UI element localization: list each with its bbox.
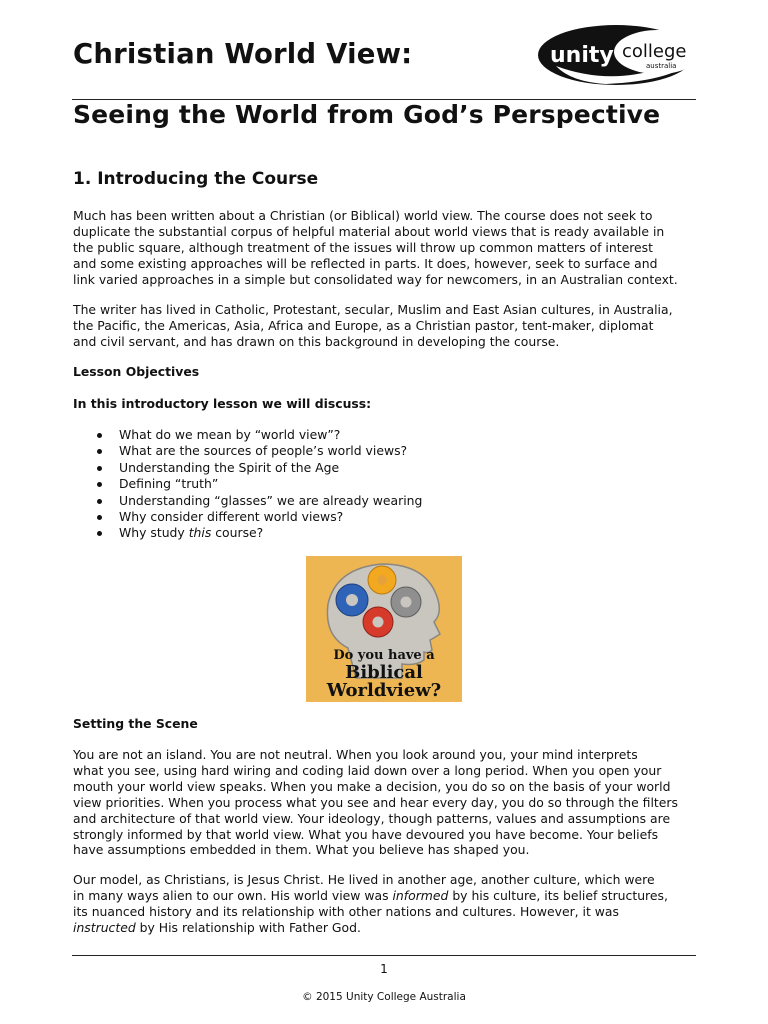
- lesson-objectives-label: Lesson Objectives: [73, 364, 200, 379]
- logo-word-australia: australia: [646, 62, 677, 70]
- list-item: [73, 460, 422, 476]
- list-item-text: What are the sources of people’s world views?: [119, 443, 408, 459]
- intro-paragraph: [73, 208, 713, 288]
- bullet-icon: [97, 482, 102, 487]
- paragraph-line: strongly informed by that world view. What you have devoured you have become. Your beliefs: [73, 826, 659, 842]
- bullet-icon: [97, 499, 102, 504]
- footer-divider: [72, 955, 696, 956]
- gear-orange-icon: [368, 566, 396, 594]
- list-item-text: What do we mean by “world view”?: [119, 427, 341, 442]
- list-item-text-end: course?: [211, 525, 264, 541]
- gear-blue-icon: [336, 584, 368, 616]
- paragraph-line: and some existing approaches will be reflected in parts. It does, however, seek to surface and: [73, 255, 658, 271]
- unity-college-logo: [536, 22, 702, 88]
- paragraph-line: its nuanced history and its relationship with other nations and cultures. However, it was: [73, 903, 619, 919]
- gear-red-icon: [363, 607, 393, 637]
- line-text: by His relationship with Father God.: [135, 919, 361, 935]
- list-item-text: Defining “truth”: [119, 476, 219, 492]
- paragraph-line: Our model, as Christians, is Jesus Christ. He lived in another age, another culture, which were: [73, 872, 655, 887]
- line-emphasis: informed: [392, 887, 449, 903]
- paragraph-line: Much has been written about a Christian (or Biblical) world view. The course does not seek to: [73, 208, 653, 223]
- line-text: in many ways alien to our own. His world view was: [73, 887, 393, 903]
- lesson-intro-label: In this introductory lesson we will discuss:: [73, 396, 372, 411]
- image-text-line1: Do you have a: [333, 648, 435, 663]
- paragraph-line: the public square, although treatment of the issues will throw up common matters of interest: [73, 239, 653, 255]
- bullet-icon: [97, 449, 102, 454]
- paragraph-line: view priorities. When you process what you see and hear every day, you do so through the filters: [73, 794, 678, 810]
- image-text-line3: Worldview?: [326, 680, 442, 701]
- list-item: [73, 525, 422, 541]
- line-emphasis: instructed: [73, 919, 136, 935]
- paragraph-line: the Pacific, the Americas, Asia, Africa and Europe, as a Christian pastor, tent-maker, diplomat: [73, 317, 654, 333]
- document-subtitle: Seeing the World from God’s Perspective: [73, 100, 661, 129]
- copyright-notice: © 2015 Unity College Australia: [302, 991, 466, 1003]
- list-item: [73, 493, 422, 509]
- paragraph-line: [73, 920, 713, 936]
- paragraph-line: what you see, using hard wiring and coding laid down over a long period. When you open your: [73, 762, 662, 778]
- page-number: 1: [380, 962, 388, 976]
- list-item-text: Why consider different world views?: [119, 509, 344, 525]
- list-item: [73, 427, 422, 443]
- list-item: [73, 443, 422, 459]
- gear-gray-icon: [391, 587, 421, 617]
- scene-paragraph-1: [73, 747, 713, 858]
- document-title: Christian World View:: [73, 38, 413, 70]
- line-text: by his culture, its belief structures,: [448, 887, 668, 903]
- paragraph-line: You are not an island. You are not neutral. When you look around you, your mind interprets: [73, 747, 638, 762]
- paragraph-line: and civil servant, and has drawn on this background in developing the course.: [73, 333, 560, 349]
- biblical-worldview-image: [306, 556, 462, 702]
- writer-paragraph: [73, 302, 713, 350]
- list-item: [73, 509, 422, 525]
- scene-paragraph-2: [73, 872, 713, 936]
- bullet-icon: [97, 515, 102, 520]
- objectives-list: [73, 427, 422, 542]
- list-item-text: Understanding “glasses” we are already wearing: [119, 492, 423, 508]
- list-item: [73, 476, 422, 492]
- list-item-text: Understanding the Spirit of the Age: [119, 459, 340, 475]
- paragraph-line: link varied approaches in a simple but consolidated way for newcomers, in an Australian context.: [73, 271, 678, 287]
- paragraph-line: duplicate the substantial corpus of helpful material about world views that is ready available in: [73, 223, 665, 239]
- image-text-line2: Biblical: [345, 662, 423, 683]
- paragraph-line: and architecture of that world view. Your ideology, though patterns, values and assumptions are: [73, 810, 671, 826]
- bullet-icon: [97, 433, 102, 438]
- paragraph-line: The writer has lived in Catholic, Protestant, secular, Muslim and East Asian cultures, in Australia,: [73, 302, 673, 317]
- list-item-emphasis: this: [188, 525, 212, 541]
- list-item-text-start: Why study: [119, 525, 189, 541]
- section-heading: 1. Introducing the Course: [73, 169, 319, 189]
- bullet-icon: [97, 531, 102, 536]
- logo-word-college: college: [622, 41, 687, 62]
- paragraph-line: [73, 888, 713, 904]
- paragraph-line: mouth your world view speaks. When you make a decision, you do so on the basis of your world: [73, 778, 671, 794]
- paragraph-line: have assumptions embedded in them. What you believe has shaped you.: [73, 842, 530, 858]
- setting-the-scene-label: Setting the Scene: [73, 716, 198, 731]
- bullet-icon: [97, 466, 102, 471]
- logo-word-unity: unity: [550, 43, 614, 68]
